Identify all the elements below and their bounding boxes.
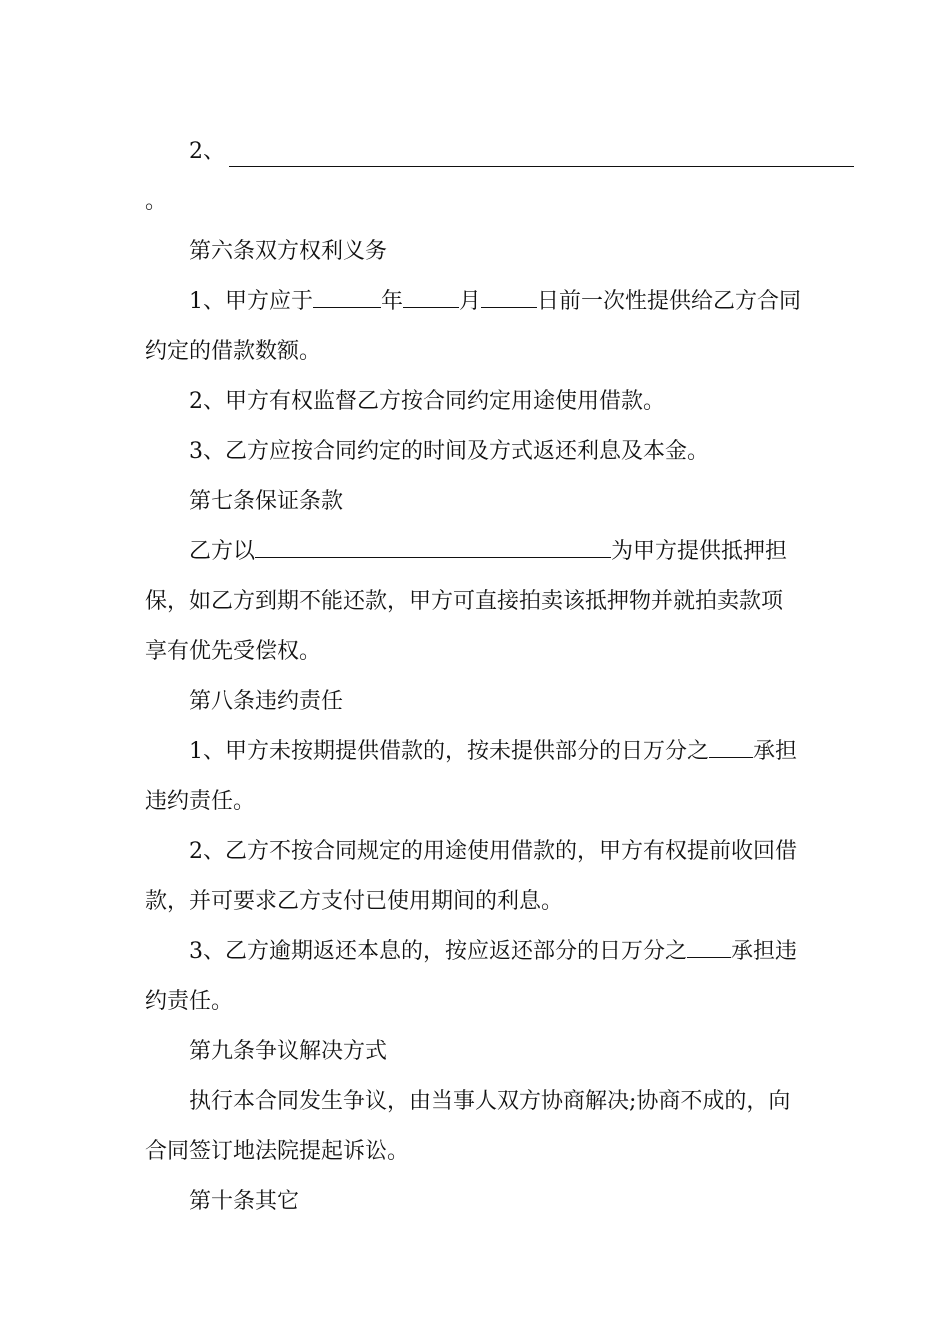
article-7-para-line-2: 保，如乙方到期不能还款，甲方可直接拍卖该抵押物并就拍卖款项 (145, 589, 784, 614)
fill-blank-year (313, 287, 381, 308)
article-8-para-1-line-2: 违约责任。 (145, 789, 256, 814)
fill-blank-day (481, 287, 537, 308)
article-8-para-3-line-2: 约责任。 (145, 989, 234, 1014)
article-8-para-1-line-1: 1、甲方未按期提供借款的，按未提供部分的日万分之 承担 (189, 739, 798, 764)
article-8-para-2-line-2: 款，并可要求乙方支付已使用期间的利息。 (145, 889, 564, 914)
article-6-para-1-line-1: 1、甲方应于 年 月 日前一次性提供给乙方合同 (189, 289, 802, 314)
fill-blank-collateral (255, 537, 611, 558)
article-8-title: 第八条违约责任 (189, 689, 344, 714)
fill-blank-rate (709, 737, 753, 758)
fill-blank (229, 144, 854, 167)
article-6-para-2: 2、甲方有权监督乙方按合同约定用途使用借款。 (189, 389, 665, 414)
article-6-para-1-line-2: 约定的借款数额。 (145, 339, 322, 364)
fill-blank-rate (687, 937, 731, 958)
article-9-para-line-1: 执行本合同发生争议，由当事人双方协商解决;协商不成的，向 (189, 1089, 791, 1114)
article-6-title: 第六条双方权利义务 (189, 239, 388, 264)
article-7-para-line-3: 享有优先受偿权。 (145, 639, 322, 664)
clause-2-period: 。 (145, 189, 168, 214)
article-9-title: 第九条争议解决方式 (189, 1039, 388, 1064)
article-9-para-line-2: 合同签订地法院提起诉讼。 (145, 1139, 410, 1164)
fill-blank-month (403, 287, 459, 308)
article-6-para-3: 3、乙方应按合同约定的时间及方式返还利息及本金。 (189, 439, 709, 464)
article-7-para-line-1: 乙方以 为甲方提供抵押担 (189, 539, 788, 564)
article-10-title: 第十条其它 (189, 1189, 300, 1214)
article-8-para-3-line-1: 3、乙方逾期返还本息的，按应返还部分的日万分之 承担违 (189, 939, 798, 964)
clause-number: 2、 (189, 139, 225, 164)
article-8-para-2-line-1: 2、乙方不按合同规定的用途使用借款的，甲方有权提前收回借 (189, 839, 797, 864)
article-7-title: 第七条保证条款 (189, 489, 344, 514)
clause-2-blank-line (145, 137, 854, 167)
